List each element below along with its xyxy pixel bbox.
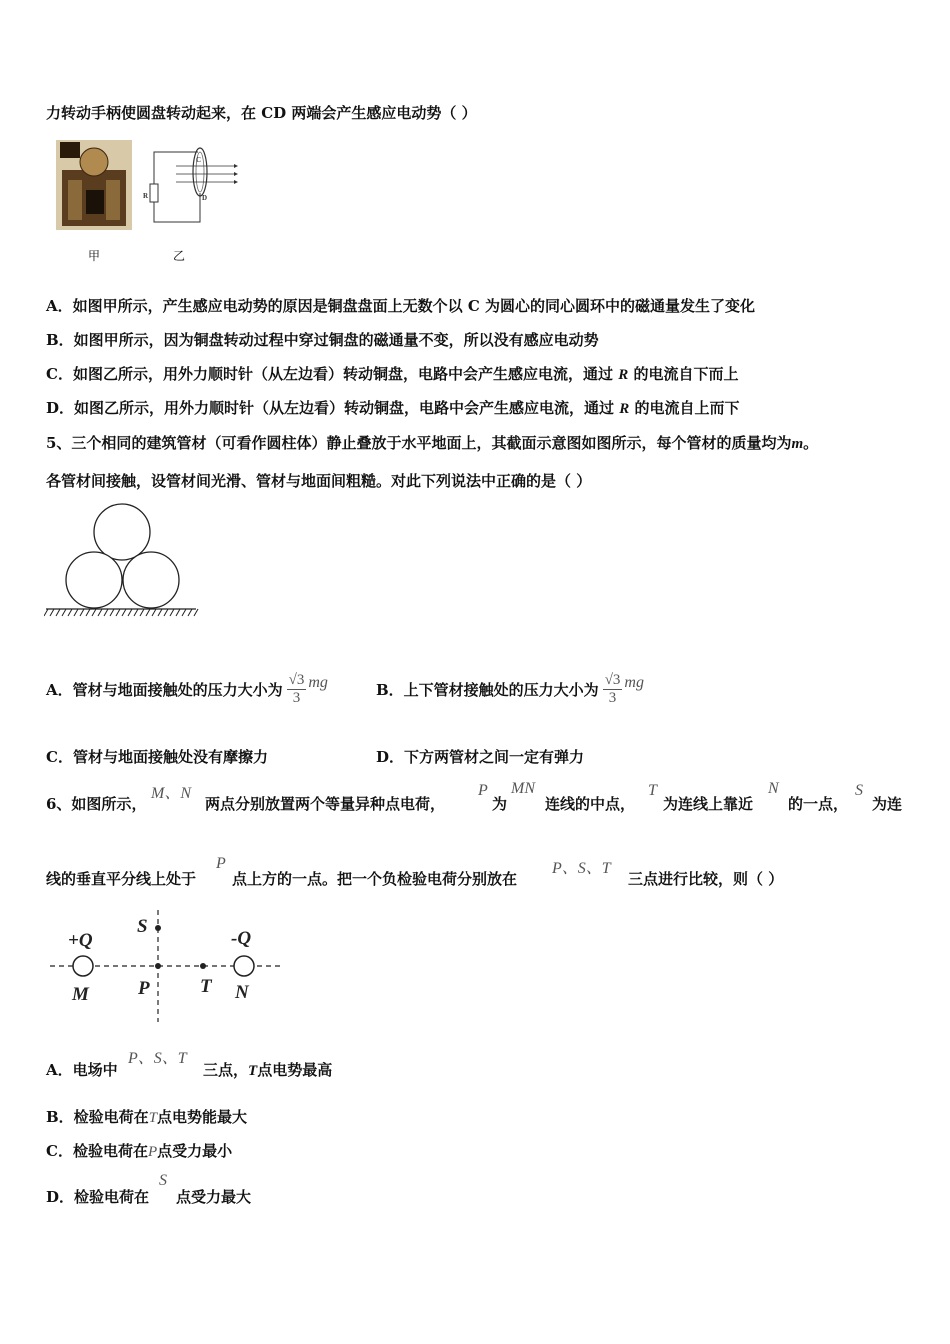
option-text: C．检验电荷在 [46, 1142, 148, 1160]
var-m: m [791, 436, 804, 452]
option-text: 点电势能最大 [157, 1108, 248, 1126]
q6-option-d[interactable]: D．检验电荷在 [46, 1188, 150, 1206]
option-text: B．上下管材接触处的压力大小为 [376, 680, 599, 699]
q4-option-a[interactable]: A．如图甲所示，产生感应电动势的原因是铜盘盘面上无数个以 C 为圆心的同心圆环中的磁通量发生了变化 [46, 297, 756, 315]
var-p-s-t: P、S、T [552, 860, 611, 877]
q6-stem-text: 三点进行比较，则（ ） [628, 870, 784, 888]
var-t: T [148, 1110, 158, 1126]
option-text: 三点， [203, 1061, 249, 1079]
q5-stem-line1 [46, 432, 818, 453]
option-text: D．如图乙所示，用外力顺时针（从左边看）转动铜盘，电路中会产生感应电流，通过 [46, 399, 615, 417]
option-text: 的电流自上而下 [634, 399, 740, 417]
frac-numerator: √3 [288, 671, 305, 688]
var-s: S [855, 782, 863, 799]
label-c: C [196, 156, 202, 164]
q5-option-d[interactable]: D．下方两管材之间一定有弹力 [376, 748, 585, 766]
q4-figure-yi-circuit [140, 138, 240, 238]
q4-figure-jia-photo [56, 140, 132, 230]
label-t: T [200, 976, 212, 997]
var-p: P [216, 855, 226, 872]
q5-option-a[interactable] [46, 664, 328, 714]
q5-figure-pipes [44, 500, 204, 620]
q6-stem-text: 为连 [872, 795, 903, 813]
q4-stem-tail: 力转动手柄使圆盘转动起来，在 CD 两端会产生感应电动势（ ） [46, 104, 477, 122]
label-r: R [143, 192, 149, 200]
label-s: S [137, 916, 148, 937]
option-text: B．检验电荷在 [46, 1108, 149, 1126]
var-r: R [618, 367, 629, 383]
q4-option-b[interactable]: B．如图甲所示，因为铜盘转动过程中穿过铜盘的磁通量不变，所以没有感应电动势 [46, 331, 599, 349]
var-mg: mg [308, 674, 328, 691]
q5-stem-line2: 各管材间接触，设管材间光滑、管材与地面间粗糙。对此下列说法中正确的是（ ） [46, 472, 592, 490]
q4-option-d[interactable] [46, 397, 740, 418]
var-mg: mg [624, 674, 644, 691]
stem-text: 5、三个相同的建筑管材（可看作圆柱体）静止叠放于水平地面上，其截面示意图如图所示，每个管材的质量均为 [46, 434, 792, 452]
label-p: P [138, 978, 150, 999]
q6-stem-text: 的一点， [788, 795, 849, 813]
label-m: M [72, 984, 89, 1005]
label-yi: 乙 [173, 249, 186, 263]
var-n: N [768, 780, 779, 797]
q6-stem-line1-start: 6、如图所示， [46, 795, 147, 813]
var-mn: MN [511, 780, 535, 797]
option-text: 的电流自下而上 [633, 365, 739, 383]
option-text: 点电势最高 [257, 1061, 333, 1079]
q6-option-a[interactable]: A．电场中 [46, 1061, 118, 1079]
var-m-n: M、N [151, 785, 192, 802]
label-d: D [202, 194, 208, 202]
option-text: C．如图乙所示，用外力顺时针（从左边看）转动铜盘，电路中会产生感应电流，通过 [46, 365, 613, 383]
var-s: S [159, 1172, 167, 1189]
var-t: T [248, 1063, 258, 1079]
q5-option-c[interactable]: C．管材与地面接触处没有摩擦力 [46, 748, 268, 766]
label-jia: 甲 [88, 249, 101, 263]
q6-stem-text: 为连线上靠近 [663, 795, 754, 813]
q6-option-b[interactable] [46, 1106, 247, 1127]
fraction-sqrt3-over-3 [287, 672, 307, 707]
var-p: P [478, 782, 488, 799]
label-minus-q: -Q [231, 928, 252, 949]
option-text: 点受力最小 [157, 1142, 233, 1160]
fraction-sqrt3-over-3 [603, 672, 623, 707]
var-p: P [147, 1144, 158, 1160]
q5-option-b[interactable] [376, 664, 644, 714]
option-text: A．管材与地面接触处的压力大小为 [46, 680, 283, 699]
q6-stem-text: 点上方的一点。把一个负检验电荷分别放在 [232, 870, 518, 888]
q6-stem-line2-start: 线的垂直平分线上处于 [46, 870, 197, 888]
q6-stem-text: 为 [492, 795, 508, 813]
label-n: N [235, 982, 249, 1003]
var-t: T [648, 782, 657, 799]
var-p-s-t: P、S、T [128, 1050, 187, 1067]
q6-option-c[interactable] [46, 1140, 232, 1161]
label-plus-q: +Q [68, 930, 93, 951]
q6-figure-charges [46, 908, 296, 1026]
q6-stem-text: 连线的中点， [545, 795, 636, 813]
q6-option-a-rest[interactable] [203, 1059, 332, 1080]
frac-denominator: 3 [292, 689, 301, 706]
q6-stem-text: 两点分别放置两个等量异种点电荷， [205, 795, 446, 813]
var-r: R [619, 401, 630, 417]
frac-denominator: 3 [608, 689, 617, 706]
stem-text: 。 [803, 434, 819, 452]
q6-option-d-rest[interactable]: 点受力最大 [176, 1188, 252, 1206]
frac-numerator: √3 [604, 671, 621, 688]
q4-option-c[interactable] [46, 363, 738, 384]
